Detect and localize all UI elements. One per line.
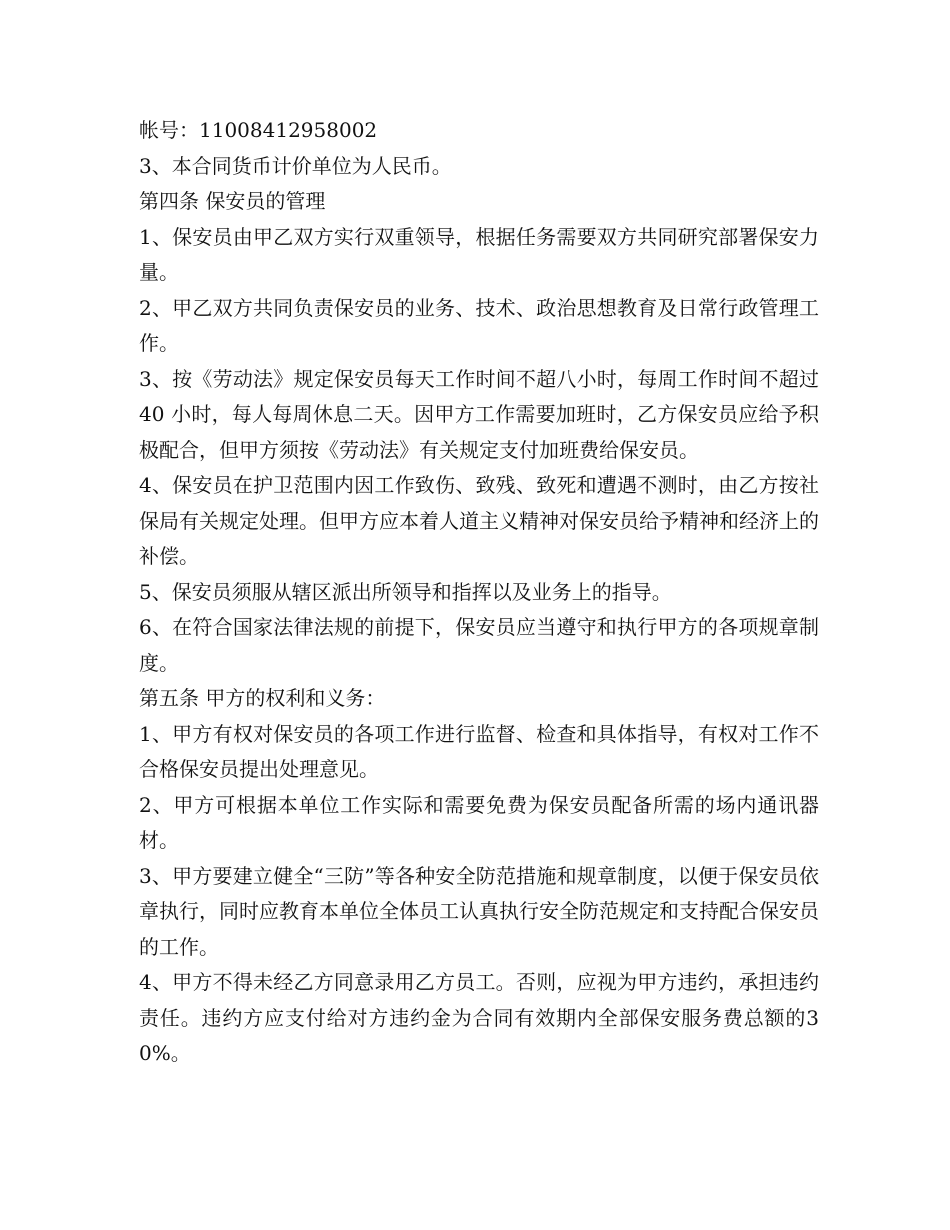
- paragraph-currency-clause: 3、本合同货币计价单位为人民币。: [139, 153, 452, 178]
- document-page: [139, 113, 819, 1072]
- paragraph-article-4-item-1: 1、保安员由甲乙双方实行双重领导，根据任务需要双方共同研究部署保安力量。: [139, 224, 819, 284]
- paragraph-article-5-item-3: 3、甲方要建立健全“三防”等各种安全防范措施和规章制度，以便于保安员依章执行，同时应教育本单位全体员工认真执行安全防范规定和支持配合保安员的工作。: [139, 863, 819, 959]
- paragraph-article-4-item-5: 5、保安员须服从辖区派出所领导和指挥以及业务上的指导。: [139, 579, 672, 604]
- paragraph-article-5-item-1: 1、甲方有权对保安员的各项工作进行监督、检查和具体指导，有权对工作不合格保安员提出处理意见。: [139, 721, 819, 781]
- paragraph-article-5-item-2: 2、甲方可根据本单位工作实际和需要免费为保安员配备所需的场内通讯器材。: [139, 792, 819, 852]
- paragraph-article-4-item-3: 3、按《劳动法》规定保安员每天工作时间不超八小时，每周工作时间不超过 40 小时，每人每周休息二天。因甲方工作需要加班时，乙方保安员应给予积极配合，但甲方须按《劳动法》有关规定支付加班费给保安员。: [139, 366, 819, 462]
- section-heading-article-4: 第四条 保安员的管理: [139, 189, 326, 213]
- paragraph-article-4-item-2: 2、甲乙双方共同负责保安员的业务、技术、政治思想教育及日常行政管理工作。: [139, 295, 819, 355]
- paragraph-article-5-item-4: 4、甲方不得未经乙方同意录用乙方员工。否则，应视为甲方违约，承担违约责任。违约方应支付给对方违约金为合同有效期内全部保安服务费总额的30%。: [139, 970, 819, 1065]
- account-number-line: 帐号：11008412958002: [139, 118, 378, 142]
- section-heading-article-5: 第五条 甲方的权利和义务：: [139, 686, 386, 710]
- paragraph-article-4-item-4: 4、保安员在护卫范围内因工作致伤、致残、致死和遭遇不测时，由乙方按社保局有关规定处理。但甲方应本着人道主义精神对保安员给予精神和经济上的补偿。: [139, 473, 819, 568]
- paragraph-article-4-item-6: 6、在符合国家法律法规的前提下，保安员应当遵守和执行甲方的各项规章制度。: [139, 615, 819, 675]
